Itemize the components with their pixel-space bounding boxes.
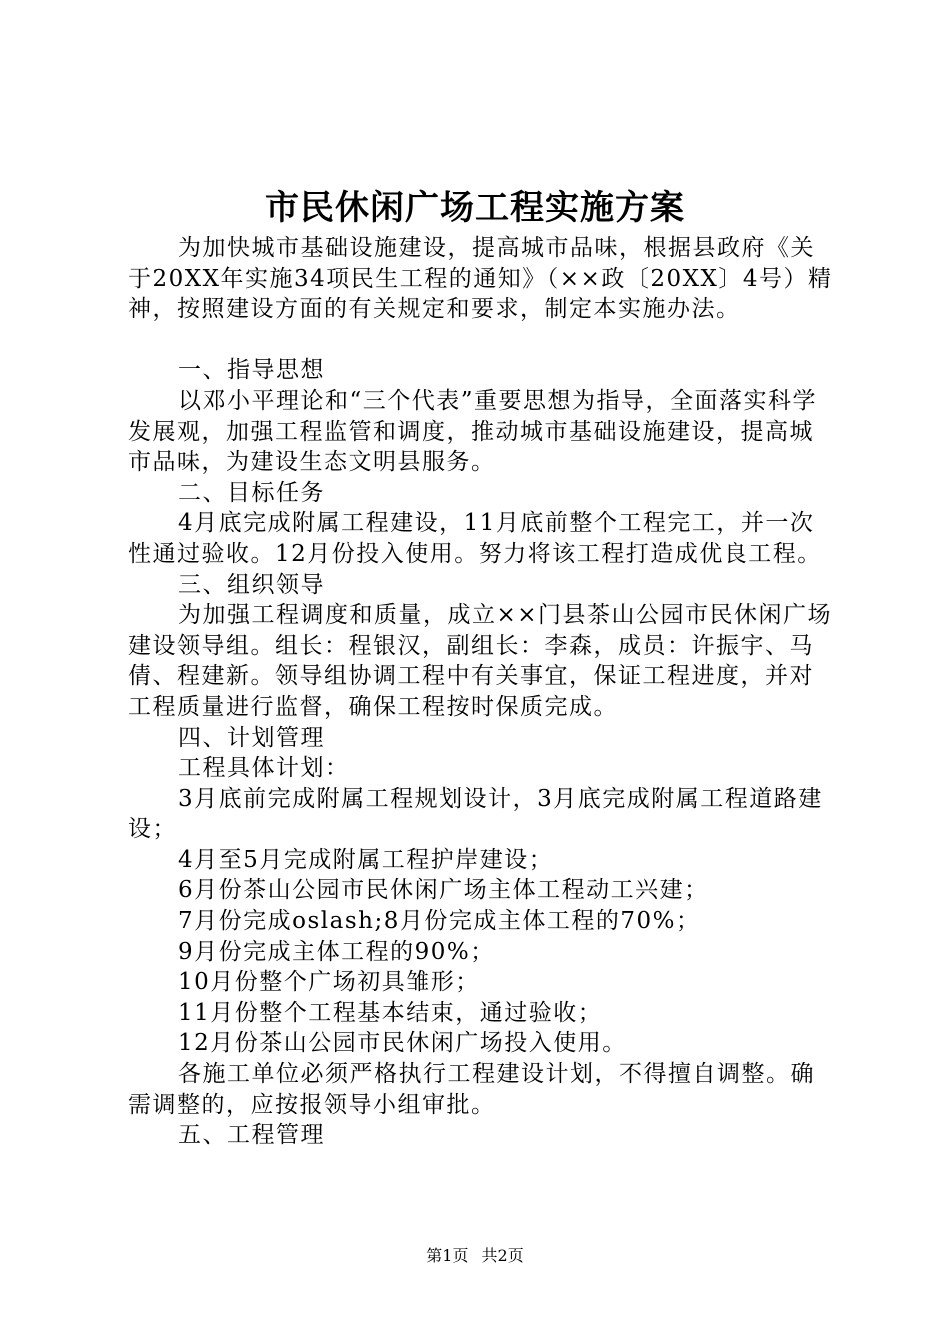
document-body <box>128 233 838 1151</box>
plan-item: 9月份完成主体工程的90%； <box>178 938 495 965</box>
plan-item: 3月底前完成附属工程规划设计，3月底完成附属工程道路建设； <box>128 785 823 843</box>
section-heading-goals: 二、目标任务 <box>178 479 325 506</box>
section-paragraph: 以邓小平理论和“三个代表”重要思想为指导，全面落实科学发展观，加强工程监管和调度，推动城市基础设施建设，提高城市品味，为建设生态文明县服务。 <box>128 387 818 476</box>
page-number-total: 共2页 <box>481 1246 524 1265</box>
section-paragraph: 为加强工程调度和质量，成立××门县茶山公园市民休闲广场建设领导组。组长：程银汉，副组长：李森，成员：许振宇、马倩、程建新。领导组协调工程中有关事宜，保证工程进度，并对工程质量进行监督，确保工程按时保质完成。 <box>128 602 833 720</box>
page-footer <box>0 1244 950 1268</box>
plan-item: 4月至5月完成附属工程护岸建设； <box>178 846 554 873</box>
page-number-current: 第1页 <box>426 1246 469 1265</box>
section-heading-plan-management: 四、计划管理 <box>178 724 325 751</box>
section-heading-organization: 三、组织领导 <box>178 571 325 598</box>
section-heading-guiding-ideology: 一、指导思想 <box>178 357 325 384</box>
intro-paragraph: 为加快城市基础设施建设，提高城市品味，根据县政府《关于20XX年实施34项民生工程的通知》（××政〔20XX〕4号）精神，按照建设方面的有关规定和要求，制定本实施办法。 <box>128 235 833 323</box>
plan-item: 10月份整个广场初具雏形； <box>178 969 480 996</box>
plan-item: 工程具体计划： <box>178 755 350 782</box>
plan-note-paragraph: 各施工单位必须严格执行工程建设计划，不得擅自调整。确需调整的，应按报领导小组审批。 <box>128 1061 815 1118</box>
section-paragraph: 4月底完成附属工程建设，11月底前整个工程完工，并一次性通过验收。12月份投入使用。努力将该工程打造成优良工程。 <box>128 510 822 567</box>
document-title: 市民休闲广场工程实施方案 <box>265 188 685 228</box>
plan-item: 11月份整个工程基本结束，通过验收； <box>178 999 603 1026</box>
section-heading-project-management: 五、工程管理 <box>178 1122 325 1149</box>
plan-item: 6月份茶山公园市民休闲广场主体工程动工兴建； <box>178 877 709 904</box>
plan-item: 7月份完成oslash;8月份完成主体工程的70%； <box>178 908 701 935</box>
plan-item: 12月份茶山公园市民休闲广场投入使用。 <box>178 1030 627 1057</box>
paragraph-spacer <box>128 325 838 356</box>
